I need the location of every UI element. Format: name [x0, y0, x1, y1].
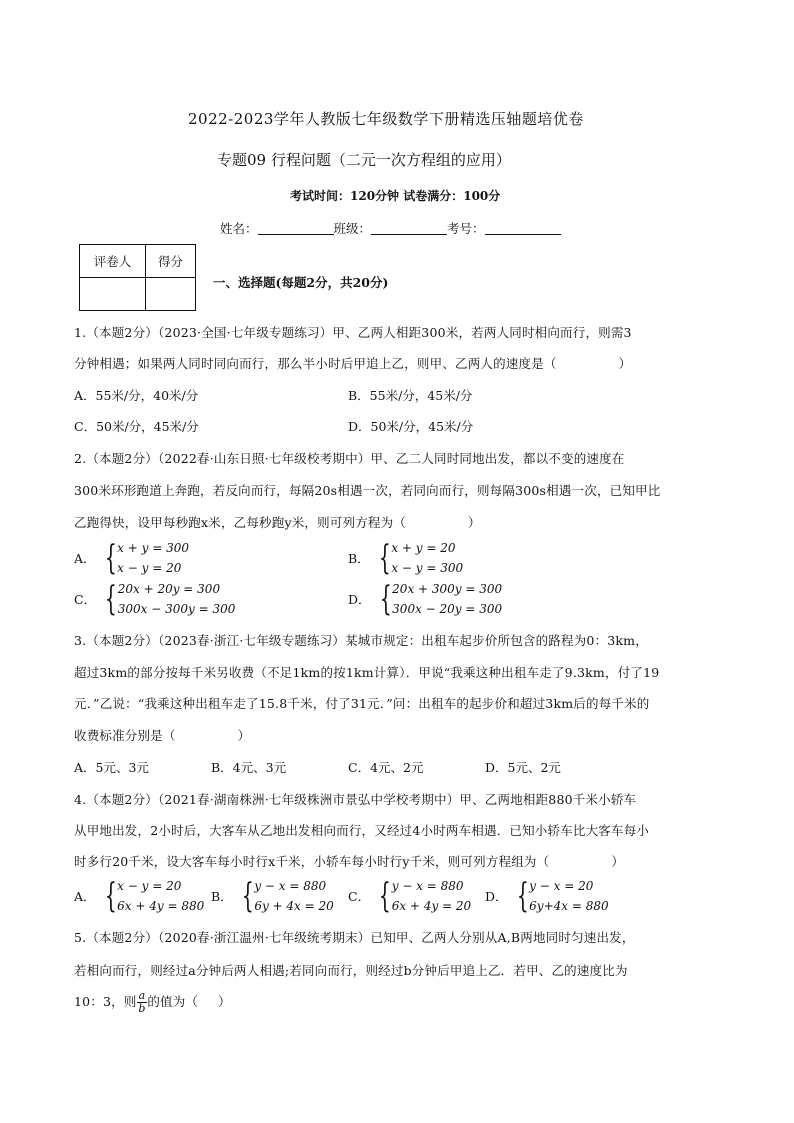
q3-line4: 收费标准分别是（ ） — [74, 728, 251, 743]
q1-option-c[interactable]: C．50米/分，45米/分 — [74, 419, 199, 434]
name-label: 姓名： — [220, 221, 258, 236]
q2-option-d[interactable]: D． { 20x + 300y = 300 300x − 20y = 300 — [348, 579, 503, 619]
q5-line1: 5.（本题2分）（2020春·浙江温州·七年级统考期末）已知甲、乙两人分别从A,B两地同时匀速出发， — [74, 930, 635, 945]
q5-line3: 10：3，则 $\frac{a}{b}$ 的值为（ ） — [74, 989, 231, 1015]
q4-line1: 4.（本题2分）（2021春·湖南株洲·七年级株洲市景弘中学校考期中）甲、乙两地相距880千米小轿车 — [74, 792, 637, 807]
q3-option-a[interactable]: A．5元、3元 — [74, 760, 149, 775]
q3-line3: 元．”乙说：“我乘这种出租车走了15.8千米，付了31元．”问：出租车的起步价和超过3km后的每千米的 — [74, 696, 650, 711]
id-blank[interactable] — [485, 223, 561, 235]
exam-subtitle: 专题09 行程问题（二元一次方程组的应用） — [217, 151, 511, 169]
q2-line3: 乙跑得快，设甲每秒跑x米，乙每秒跑y米，则可列方程为（ ） — [74, 515, 481, 530]
q5-line2: 若相向而行，则经过a分钟后两人相遇;若同向而行，则经过b分钟后甲追上乙．若甲、乙的速度比为 — [74, 963, 628, 978]
q2-option-c[interactable]: C． { 20x + 20y = 300 300x − 300y = 300 — [74, 579, 236, 619]
grader-header: 评卷人 — [80, 245, 146, 278]
name-blank[interactable] — [258, 223, 334, 235]
exam-meta: 考试时间：120分钟 试卷满分：100分 — [290, 189, 501, 203]
a-over-b-fraction: $\frac{a}{b}$ — [138, 989, 146, 1015]
q4-line2: 从甲地出发，2小时后，大客车从乙地出发相向而行，又经过4小时两车相遇．已知小轿车比大客车每小 — [74, 823, 650, 838]
q4-option-a[interactable]: A． { x − y = 20 6x + 4y = 880 — [74, 876, 205, 916]
q3-line1: 3.（本题2分）（2023春·浙江·七年级专题练习）某城市规定：出租车起步价所包含的路程为0：3km， — [74, 633, 648, 648]
q3-option-d[interactable]: D．5元、2元 — [485, 760, 561, 775]
q3-option-b[interactable]: B．4元、3元 — [211, 760, 287, 775]
q4-option-b[interactable]: B． { y − x = 880 6y + 4x = 20 — [211, 876, 334, 916]
section-heading: 一、选择题(每题2分，共20分) — [213, 275, 389, 290]
q1-line2: 分钟相遇；如果两人同时同向而行，那么半小时后甲追上乙，则甲、乙两人的速度是（ ） — [74, 356, 632, 371]
q3-line2: 超过3km的部分按每千米另收费（不足1km的按1km计算）．甲说“我乘这种出租车走了9.3km，付了19 — [74, 665, 660, 680]
q1-option-a[interactable]: A．55米/分，40米/分 — [74, 388, 199, 403]
grader-cell[interactable] — [80, 278, 146, 311]
q1-option-d[interactable]: D．50米/分，45米/分 — [348, 419, 474, 434]
q1-option-b[interactable]: B．55米/分，45米/分 — [348, 388, 473, 403]
score-table — [79, 244, 196, 311]
q1-line1: 1.（本题2分）（2023·全国·七年级专题练习）甲、乙两人相距300米，若两人同时相向而行，则需3 — [74, 325, 632, 340]
q2-option-b[interactable]: B． { x + y = 20 x − y = 300 — [348, 538, 464, 578]
id-label: 考号： — [447, 221, 485, 236]
class-label: 班级： — [333, 221, 372, 236]
q4-line3: 时多行20千米，设大客车每小时行x千米，小轿车每小时行y千米，则可列方程组为（ ） — [74, 854, 625, 869]
q4-option-c[interactable]: C． { y − x = 880 6x + 4y = 20 — [348, 876, 472, 916]
q4-option-d[interactable]: D． { y − x = 20 6y+4x = 880 — [485, 876, 609, 916]
score-header: 得分 — [146, 245, 196, 278]
student-info-row — [220, 219, 561, 237]
exam-title: 2022-2023学年人教版七年级数学下册精选压轴题培优卷 — [188, 110, 584, 128]
class-blank[interactable] — [371, 223, 447, 235]
q2-option-a[interactable]: A． { x + y = 300 x − y = 20 — [74, 538, 189, 578]
q2-line2: 300米环形跑道上奔跑，若反向而行，每隔20s相遇一次，若同向而行，则每隔300s相遇一次，已知甲比 — [74, 483, 661, 498]
q2-line1: 2.（本题2分）（2022春·山东日照·七年级校考期中）甲、乙二人同时同地出发，都以不变的速度在 — [74, 451, 625, 466]
q3-option-c[interactable]: C．4元、2元 — [348, 760, 424, 775]
score-cell[interactable] — [146, 278, 196, 311]
